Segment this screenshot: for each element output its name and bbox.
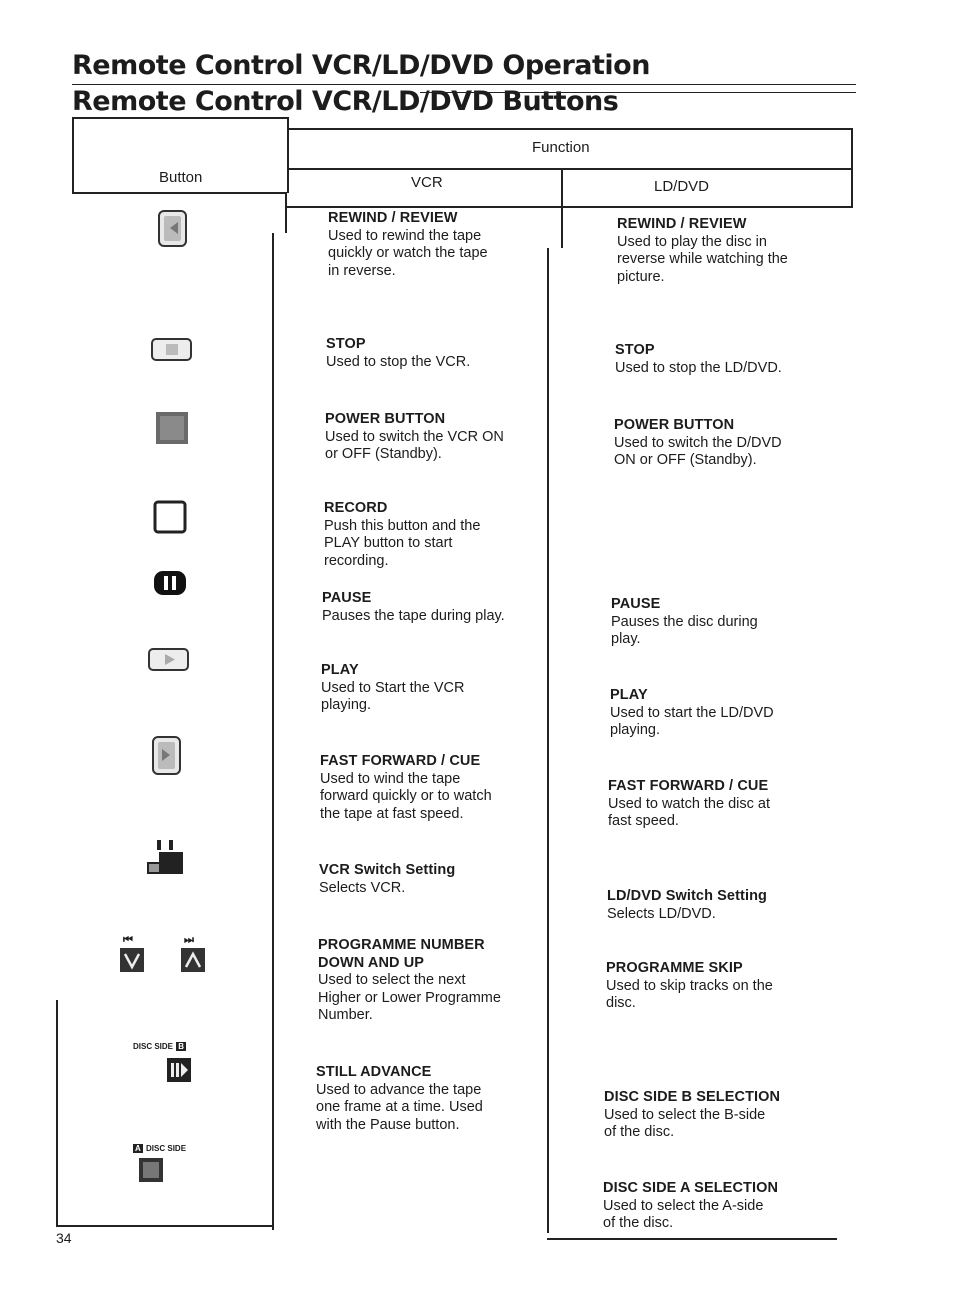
bottom-line-right [547,1238,837,1240]
lddvd-entry-fast-forward [608,778,770,831]
vcr-entry-rewind [328,210,488,280]
lddvd-entry-disc-side-a [603,1180,778,1233]
vcr-entry-desc: Used to stop the VCR. [326,353,471,370]
page-title: Remote Control VCR/LD/DVD Operation [72,50,650,81]
vcr-entry-title: VCR Switch Setting [319,862,456,878]
lddvd-entry-title: DISC SIDE B SELECTION [604,1089,781,1105]
vcr-entry-desc: Number. [318,1007,373,1023]
lddvd-entry-desc: Used to skip tracks on the [606,977,773,994]
lddvd-entry-desc: Pauses the disc during [611,613,758,630]
vcr-entry-desc: Higher or Lower Programme [318,989,501,1006]
vcr-entry-title: FAST FORWARD / CUE [320,753,481,769]
lddvd-entry-desc: Selects LD/DVD. [607,905,716,922]
vcr-entry-desc: Pauses the tape during play. [322,607,505,624]
lddvd-entry-desc: Used to stop the LD/DVD. [615,359,782,376]
vcr-entry-desc: Used to rewind the tape [328,227,482,244]
lddvd-entry-desc: fast speed. [608,813,679,829]
disc-side-a-icon [139,1158,163,1182]
lddvd-entry-desc: Used to select the A-side [603,1197,764,1214]
programme-down-icon [120,948,144,972]
vcr-entry-play [321,662,464,715]
vcr-entry-stop [326,336,470,371]
power-button-icon [155,411,189,445]
vcr-entry-title: PLAY [321,662,359,678]
lddvd-entry-programme-skip [606,960,773,1013]
lddvd-entry-desc: Used to start the LD/DVD [610,704,774,721]
vcr-entry-still-advance [316,1064,483,1134]
lddvd-entry-desc: of the disc. [604,1124,675,1140]
vcr-entry-title: PROGRAMME NUMBER DOWN AND UP [318,937,485,971]
lddvd-entry-title: FAST FORWARD / CUE [608,778,769,794]
vcr-entry-desc: PLAY button to start [324,535,453,551]
vcr-entry-desc: Used to Start the VCR [321,679,465,696]
vcr-entry-programme [318,937,518,1025]
vcr-entry-title: POWER BUTTON [325,411,446,427]
vcr-entry-desc: with the Pause button. [316,1116,460,1133]
lddvd-entry-desc: Used to watch the disc at [608,795,770,812]
lddvd-entry-title: REWIND / REVIEW [617,216,747,232]
lddvd-entry-disc-side-b [604,1089,780,1142]
record-button-icon [153,500,187,534]
lddvd-entry-title: PLAY [610,687,648,703]
vcr-entry-desc: the tape at fast speed. [320,805,464,822]
left-border-lower [56,1000,58,1226]
lddvd-entry-title: POWER BUTTON [614,417,735,433]
skip-back-caption: ⏮ [123,934,133,946]
col-divider-2-b [547,248,549,1233]
play-button-icon [148,648,190,672]
col-divider-2-a [561,208,563,248]
vcr-entry-desc: Used to switch the VCR ON [325,428,504,445]
button-header-line [72,192,287,194]
lddvd-entry-desc: reverse while watching the [617,251,788,267]
lddvd-entry-title: PAUSE [611,596,661,612]
col-divider-1-a [285,193,287,233]
header-function: Function [532,139,590,156]
bottom-line-left [56,1225,272,1227]
lddvd-entry-title: STOP [615,342,655,358]
lddvd-entry-play [610,687,774,740]
lddvd-entry-desc: disc. [606,995,636,1011]
vcr-entry-desc: Used to select the next [318,972,466,988]
title-rule [72,84,856,85]
disc-side-a-letter: A [135,1144,141,1153]
vcr-entry-desc: Used to advance the tape [316,1081,482,1098]
lddvd-entry-desc: Used to switch the D/DVD [614,434,782,451]
vcr-entry-title: PAUSE [322,590,372,606]
vcr-entry-desc: quickly or watch the tape [328,245,488,261]
vcr-entry-desc: recording. [324,552,389,569]
subtitle-rule [420,92,856,93]
vcr-entry-title: REWIND / REVIEW [328,210,458,226]
vcr-lddvd-switch-icon [145,838,187,876]
lddvd-entry-desc: picture. [617,268,665,285]
lddvd-entry-rewind [617,216,788,286]
vcr-entry-desc: Used to wind the tape [320,770,461,787]
skip-forward-caption: ⏭ [184,934,194,946]
lddvd-entry-desc: Used to play the disc in [617,233,767,250]
header-vcr: VCR [411,174,443,191]
disc-side-a-caption [133,1144,186,1153]
disc-side-b-caption [133,1042,186,1051]
programme-up-icon [181,948,205,972]
vcr-entry-desc: playing. [321,697,371,713]
vcr-entry-title: STILL ADVANCE [316,1064,432,1080]
lddvd-entry-title: DISC SIDE A SELECTION [603,1180,779,1196]
function-header-line [287,206,852,208]
lddvd-entry-power [614,417,782,470]
lddvd-entry-desc: play. [611,631,641,647]
disc-side-a-caption-text: DISC SIDE [146,1144,187,1153]
vcr-entry-switch [319,862,455,897]
lddvd-entry-desc: Used to select the B-side [604,1106,766,1123]
lddvd-entry-stop [615,342,782,377]
lddvd-entry-desc: ON or OFF (Standby). [614,452,757,468]
lddvd-entry-title: PROGRAMME SKIP [606,960,743,976]
lddvd-entry-title: LD/DVD Switch Setting [607,888,767,904]
stop-button-icon [151,338,193,362]
disc-side-b-caption-text: DISC SIDE [133,1042,174,1051]
vcr-entry-power [325,411,504,464]
vcr-entry-desc: in reverse. [328,262,396,279]
vcr-entry-desc: or OFF (Standby). [325,446,442,462]
vcr-entry-desc: Push this button and the [324,517,481,534]
table-left-border [72,117,74,193]
vcr-entry-record [324,500,480,570]
header-lddvd: LD/DVD [654,178,710,195]
page-subtitle: Remote Control VCR/LD/DVD Buttons [72,86,619,117]
vcr-entry-desc: Selects VCR. [319,879,406,896]
lddvd-entry-pause [611,596,758,649]
vcr-entry-fast-forward [320,753,492,823]
table-top-left [72,117,287,119]
lddvd-entry-switch [607,888,767,923]
table-top-right [287,128,852,130]
disc-side-b-letter: B [178,1042,185,1051]
vcr-entry-pause [322,590,505,625]
lddvd-entry-desc: playing. [610,722,660,738]
vcr-entry-desc: forward quickly or to watch [320,788,492,804]
vcr-entry-desc: one frame at a time. Used [316,1099,483,1115]
header-button: Button [159,169,203,186]
lddvd-entry-desc: of the disc. [603,1215,674,1231]
still-advance-icon [167,1058,191,1082]
page-number: 34 [56,1230,72,1246]
table-col-divider-2-top [561,168,563,208]
table-col-divider-1 [287,117,289,193]
fast-forward-button-icon [152,736,182,776]
vcr-entry-title: STOP [326,336,366,352]
pause-button-icon [153,570,187,596]
function-subheader-line [287,168,852,170]
col-divider-1-b [272,233,274,1230]
rewind-button-icon [158,210,188,248]
vcr-entry-title: RECORD [324,500,388,516]
